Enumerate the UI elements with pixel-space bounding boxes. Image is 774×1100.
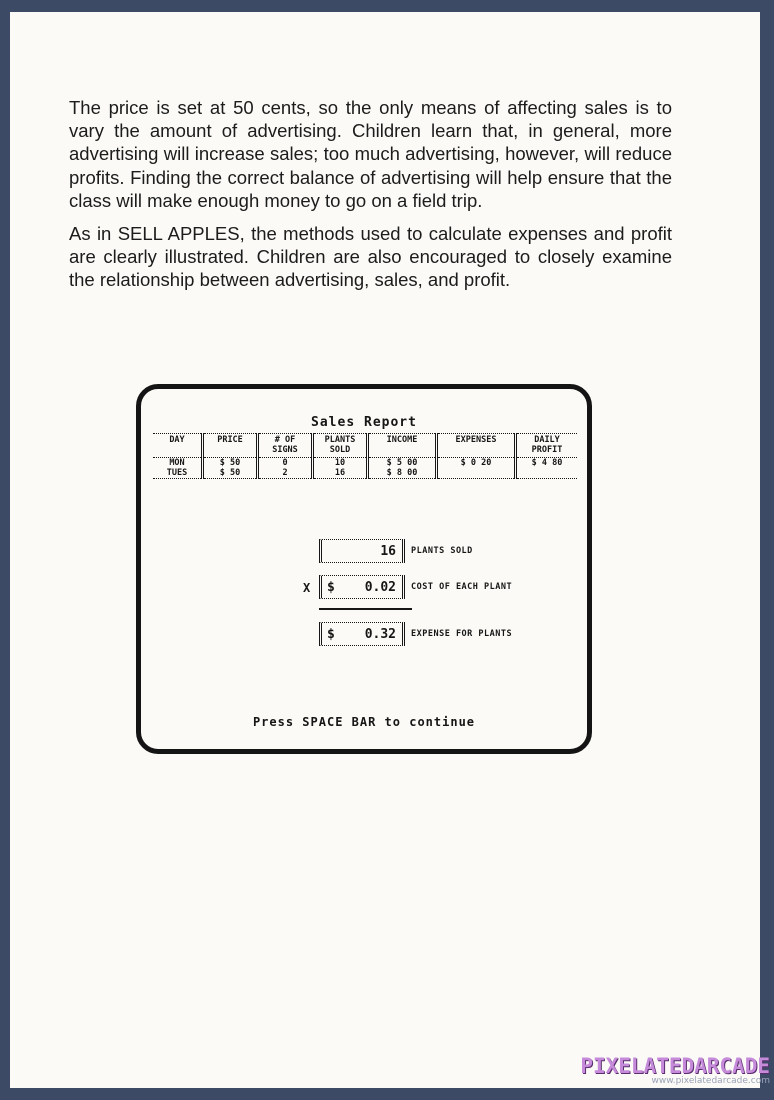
expense-box	[319, 622, 405, 646]
cell: 10	[313, 458, 368, 469]
cell: $ 8 00	[368, 468, 437, 479]
cell	[437, 468, 516, 479]
plants-sold-box	[319, 539, 405, 563]
paragraph-2: As in SELL APPLES, the methods used to calculate expenses and profit are clearly illustrated. Children are also encouraged to closely examine the relationship between advertising, sales, and profit.	[69, 223, 672, 291]
col-plants-sold: PLANTS SOLD	[313, 434, 368, 458]
body-text	[69, 96, 672, 302]
sales-report-table	[153, 433, 577, 479]
table-row	[153, 468, 577, 479]
cost-each-dollar: $	[327, 580, 335, 595]
table-header-row	[153, 434, 577, 458]
cell: 2	[258, 468, 313, 479]
expense-value: 0.32	[364, 627, 396, 642]
cell: 0	[258, 458, 313, 469]
expense-dollar: $	[327, 627, 335, 642]
continue-prompt: Press SPACE BAR to continue	[252, 715, 476, 729]
watermark	[580, 1054, 770, 1086]
watermark-url: www.pixelatedarcade.com	[651, 1076, 770, 1086]
report-title: Sales Report	[311, 415, 417, 430]
cost-each-value: 0.02	[364, 580, 396, 595]
cell	[516, 468, 578, 479]
col-expenses: EXPENSES	[437, 434, 516, 458]
plants-sold-label: PLANTS SOLD	[411, 546, 473, 556]
cost-each-box	[319, 575, 405, 599]
cell: $ 50	[203, 468, 258, 479]
watermark-logo: PIXELATEDARCADE	[580, 1054, 770, 1078]
paragraph-1: The price is set at 50 cents, so the only means of affecting sales is to vary the amount of advertising. Children learn that, in general, more advertising will increase sales; too much advertising, however, will reduce profits. Finding the correct balance of advertising will help ensure that the class will make enough money to go on a field trip.	[69, 97, 672, 211]
cell: TUES	[166, 468, 188, 478]
cell: $ 4 80	[516, 458, 578, 469]
cell: $ 0 20	[437, 458, 516, 469]
expense-label: EXPENSE FOR PLANTS	[411, 629, 513, 639]
cell: $ 50	[203, 458, 258, 469]
plants-sold-value: 16	[380, 544, 396, 559]
col-daily-profit: DAILY PROFIT	[516, 434, 578, 458]
cell: $ 5 00	[368, 458, 437, 469]
cell: 16	[313, 468, 368, 479]
screenshot-screen	[136, 384, 592, 754]
cell: MON	[169, 458, 185, 468]
table-row	[153, 458, 577, 469]
multiply-operator: X	[303, 581, 311, 595]
col-day: DAY	[169, 435, 185, 445]
col-signs: # OF SIGNS	[258, 434, 313, 458]
col-price: PRICE	[203, 434, 258, 458]
cost-each-label: COST OF EACH PLANT	[411, 582, 513, 592]
sum-rule	[319, 608, 412, 610]
col-income: INCOME	[368, 434, 437, 458]
